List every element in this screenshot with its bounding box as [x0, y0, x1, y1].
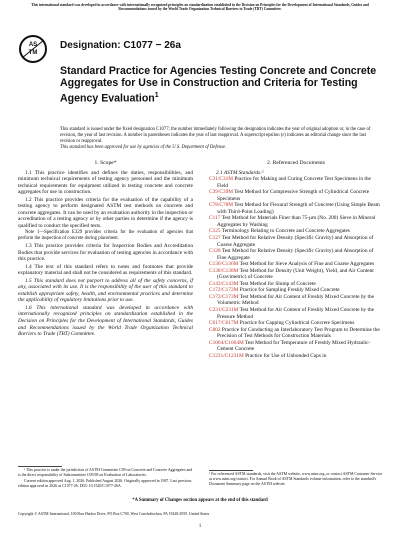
reference-title: Test Method for Sieve Analysis of Fine and Coarse Aggregates — [238, 261, 375, 268]
footnote-rule-left — [18, 466, 62, 467]
reference-title: Practice for Sampling Freshly Mixed Concrete — [238, 287, 340, 294]
reference-link[interactable]: C1064/C1064M — [209, 339, 244, 346]
reference-title: Test Method for Slump of Concrete — [238, 280, 316, 287]
reference-title: Test Method for Air Content of Freshly Mixed Concrete by the Volumetric Method — [217, 293, 375, 307]
reference-title: Test Method for Temperature of Freshly Mixed Hydraulic-Cement Concrete — [217, 339, 371, 353]
note-1: Note 1—Specification E329 provides criteria for the evaluation of agencies that perform the inspection of concrete during placement. — [18, 230, 193, 242]
reference-title: Practice for Capping Cylindrical Concrete Specimens — [238, 320, 355, 327]
reference-item — [209, 176, 383, 189]
svg-text:TM: TM — [28, 50, 38, 56]
scope-1-1: 1.1 This practice identifies and defines the duties, responsibilities, and minimum technical requirements of testing agency personnel and the minimum technical requirements for equipment utilized in testing concrete and concrete aggregates for use in construction. — [18, 169, 193, 196]
reference-item — [209, 268, 383, 281]
scope-heading: 1. Scope* — [94, 160, 117, 166]
scope-1-4: 1.4 The text of this standard refers to notes and footnotes that provide explanatory material and shall not be considered as requirements of this standard. — [18, 263, 193, 277]
scope-1-5: 1.5 This standard does not purport to address all of the safety concerns, if any, associated with its use. It is the responsibility of the user of this standard to establish appropriate safety, health, and environmental practices and determine the applicability of regulatory limitations prior to use. — [18, 277, 193, 304]
page-title: Standard Practice for Agencies Testing Concrete and Concrete Aggregates for Use in Construction and Criteria for Testing Agency Evaluation$^1$ — [60, 65, 377, 105]
reference-link[interactable]: C127 — [209, 235, 221, 242]
reference-item — [209, 202, 383, 215]
footnote-2: ² For referenced ASTM standards, visit the ASTM website, www.astm.org, or contact ASTM Customer Service at www.astm.org/contact. For Annual Book of ASTM Standards volume information, refer to the standard's Document Summary page on the ASTM website. — [209, 472, 383, 486]
reference-link[interactable]: C231/C231M — [209, 307, 239, 314]
reference-title: Practice for Use of Unbonded Caps in — [243, 352, 327, 359]
reference-link[interactable]: C173/C173M — [209, 293, 239, 300]
reference-item — [209, 294, 383, 307]
scope-1-6: 1.6 This international standard was developed in accordance with internationally recognized principles on standardization established in the Decision on Principles for the Development of International Standards, Guides and Recommendations issued by the World Trade Organization Technical Barriers to Trade (TBT) Committee. — [18, 304, 193, 338]
reference-title: Practice for Making and Curing Concrete Test Specimens in the Field — [217, 176, 371, 189]
reference-link[interactable]: C117 — [209, 215, 221, 222]
reference-link[interactable]: C31/C31M — [209, 176, 234, 183]
issued-statement: This standard is issued under the fixed designation C1077; the number immediately following the designation indicates the year of original adoption or, in the case of revision, the year of last revision. A number in parentheses indicates the year of last reapproval. A superscript epsilon (ε) indicates an editorial change since the last revision or reapproval. — [60, 127, 371, 144]
reference-item — [209, 235, 383, 248]
copyright-line: Copyright © ASTM International, 100 Barr Harbor Drive, PO Box C700, West Conshohocken, PA 19428-2959. United States — [18, 512, 210, 516]
reference-title: Terminology Relating to Concrete and Concrete Aggregates — [220, 228, 350, 235]
reference-title: Test Method for Compressive Strength of Cylindrical Concrete Specimens — [217, 189, 370, 202]
footnote-1: ¹ This practice is under the jurisdiction of ASTM Committee C09 on Concrete and Concrete Aggregates and is the direct responsibility of Subcommittee C09.98 on Evaluation of Laboratories. Current edition approved Aug. 1, 2026. Published August 2026. Originally approved in 1987. Last previous edition approved in 2026 as C1077-26. DOI: 10.1520/C1077-26A. — [18, 468, 193, 489]
reference-title: Test Method for Density (Unit Weight), Yield, and Air Content (Gravimetric) of Concrete — [217, 267, 374, 281]
reference-title: Practice for Conducting an Interlaboratory Test Program to Determine the Precision of Test Methods for Construction Materials — [217, 326, 380, 340]
reference-item — [209, 340, 383, 353]
reference-title: Test Method for Relative Density (Specific Gravity) and Absorption of Fine Aggregate — [217, 248, 374, 261]
reference-item — [209, 327, 383, 340]
scope-1-3: 1.3 This practice provides criteria for Inspection Bodies and Accreditation Bodies that provide services for evaluation of testing agencies in accordance with this practice. — [18, 242, 193, 263]
footnote-rule-right — [209, 470, 253, 471]
reference-item — [209, 248, 383, 261]
astm-logo-icon — [18, 34, 52, 64]
reference-link[interactable]: C143/C143M — [209, 280, 239, 287]
scope-section — [18, 160, 193, 339]
reference-title: Test Method for Flexural Strength of Concrete (Using Simple Beam with Third-Point Loading) — [217, 202, 380, 215]
page-number: 1 — [198, 524, 202, 529]
refs-heading: 2. Referenced Documents — [267, 160, 325, 166]
reference-link[interactable]: C128 — [209, 248, 221, 255]
dod-approval: This standard has been approved for use by agencies of the U.S. Department of Defense. — [60, 145, 227, 150]
refs-list — [209, 176, 383, 359]
referenced-documents — [209, 160, 383, 359]
svg-text:AS: AS — [28, 42, 38, 48]
reference-link[interactable]: C125 — [209, 228, 221, 235]
reference-link[interactable]: C138/C138M — [209, 267, 239, 274]
reference-item — [209, 353, 383, 360]
reference-item — [209, 189, 383, 202]
reference-link[interactable]: C39/C39M — [209, 189, 234, 196]
reference-link[interactable]: C617/C617M — [209, 320, 239, 327]
scope-1-2: 1.2 This practice provides criteria for the evaluation of the capability of a testing agency to perform designated ASTM test methods on concrete and concrete aggregates. It can be used by an evaluation authority in the inspection or accreditation of a testing agency or by other parties to determine if the agency is qualified to conduct the specified tests. — [18, 196, 193, 229]
summary-of-changes-note: *A Summary of Changes section appears at the end of this standard — [132, 498, 268, 503]
reference-link[interactable]: C78/C78M — [209, 202, 234, 209]
reference-link[interactable]: C172/C172M — [209, 287, 239, 294]
reference-link[interactable]: C136/C136M — [209, 261, 239, 268]
astm-standards-label: 2.1 ASTM Standards:² — [216, 169, 264, 176]
reference-link[interactable]: C1231/C1231M — [209, 352, 244, 359]
reference-link[interactable]: C802 — [209, 326, 221, 333]
wto-banner: This international standard was developed in accordance with internationally recognized principles on standardization established in the Decision on Principles for the Development of International Standards, Guides and Recommendations issued by the World Trade Organization Technical Barriers to Trade (TBT) Committee. — [31, 3, 369, 12]
reference-title: Test Method for Materials Finer than 75-μm (No. 200) Sieve in Mineral Aggregates by Washing — [217, 215, 376, 228]
designation: Designation: C1077 − 26a — [60, 40, 181, 51]
reference-title: Test Method for Air Content of Freshly Mixed Concrete by the Pressure Method — [217, 307, 375, 320]
reference-item — [209, 307, 383, 320]
reference-title: Test Method for Relative Density (Specific Gravity) and Absorption of Coarse Aggregate — [217, 235, 374, 248]
reference-item — [209, 215, 383, 228]
